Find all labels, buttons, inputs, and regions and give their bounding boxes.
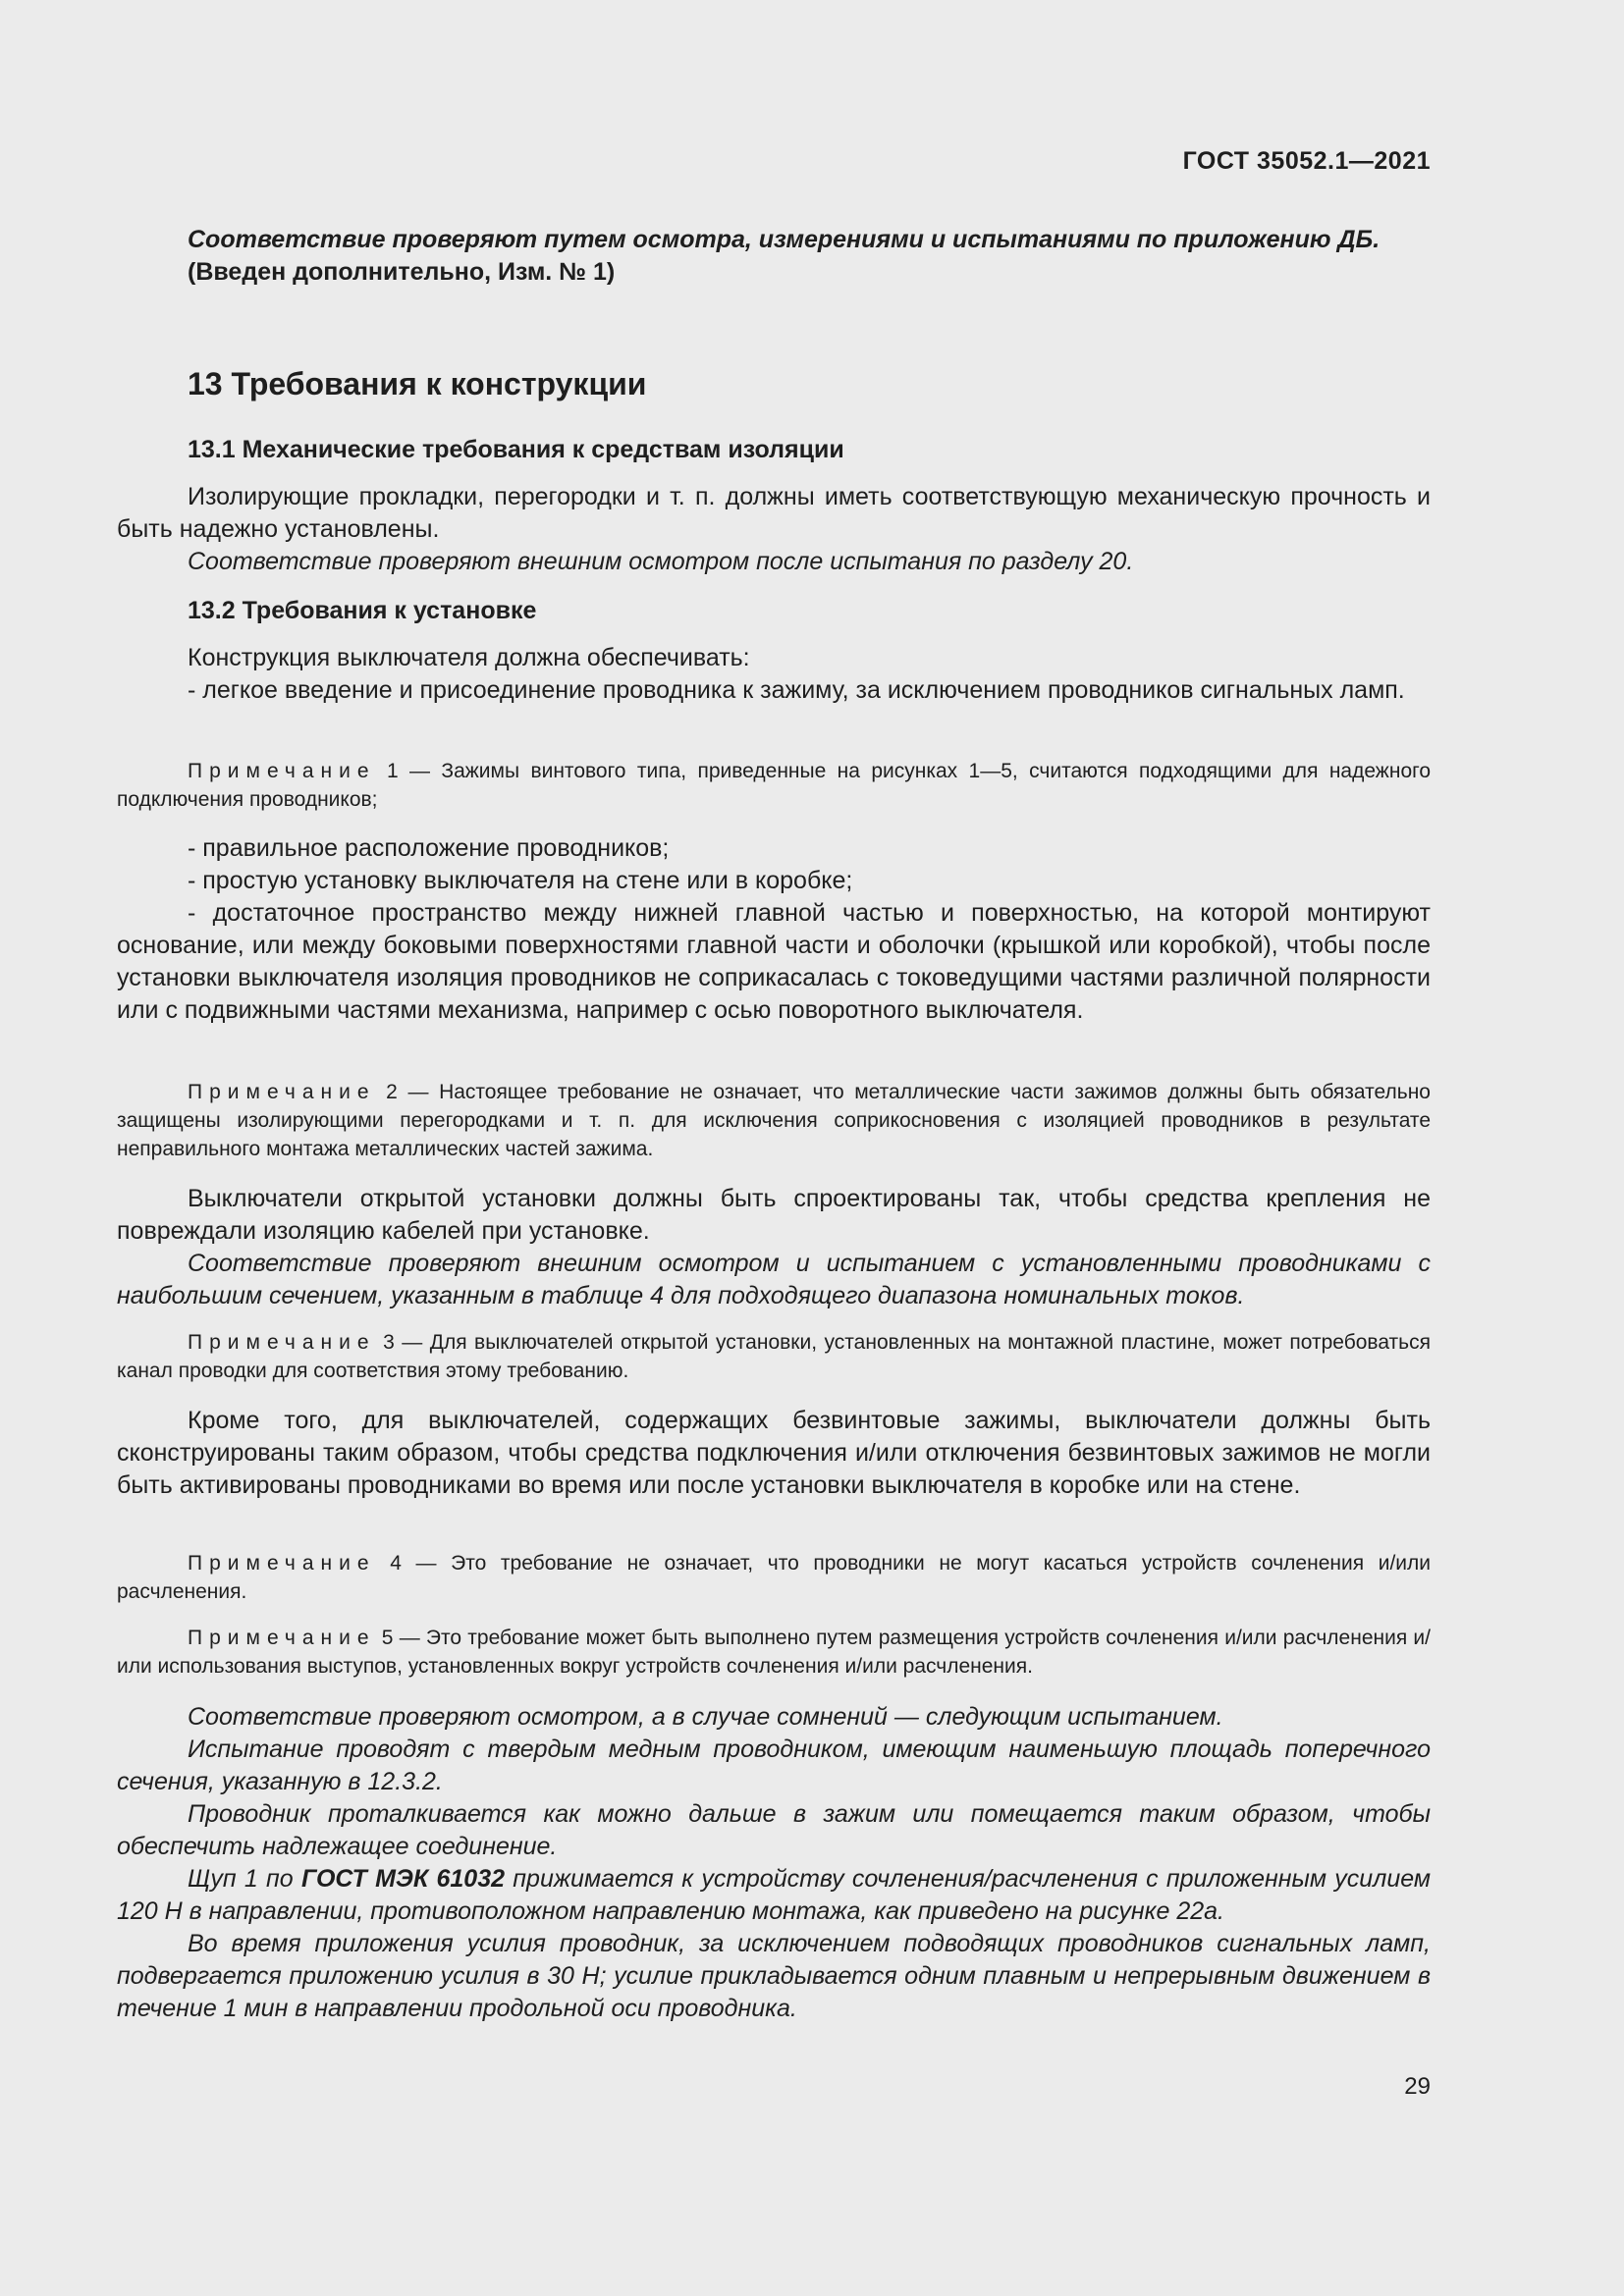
note-label: Примечание	[188, 1081, 376, 1103]
compliance-text: Соответствие проверяют внешним осмотром после испытания по разделу 20.	[188, 548, 1134, 575]
test-text: Щуп 1 по	[188, 1865, 301, 1893]
paragraph: Выключатели открытой установки должны быть спроектированы так, чтобы средства крепления не повреждали изоляцию кабелей при установке.	[117, 1185, 1431, 1245]
subsection-13-1	[117, 434, 1431, 578]
note-5	[117, 1624, 1431, 1681]
open-installation-block	[117, 1183, 1431, 1312]
paragraph: Кроме того, для выключателей, содержащих безвинтовые зажимы, выключатели должны быть сконструированы таким образом, чтобы средства подключения и/или отключения безвинтовых зажимов не могли быть активированы проводниками во время или после установки выключателя в коробке или на стене.	[117, 1407, 1431, 1499]
test-text: прижимается к устройству сочленения/расчленения с приложенным усилием 120 Н в направлении, противоположном направлению монтажа, как приведено на рисунке 22а.	[117, 1865, 1431, 1925]
amendment-note: (Введен дополнительно, Изм. № 1)	[188, 258, 616, 286]
intro-block	[117, 224, 1431, 289]
note-text: 3 — Для выключателей открытой установки, установленных на монтажной пластине, может потребоваться канал проводки для соответствия этому требованию.	[117, 1331, 1431, 1382]
note-4	[117, 1549, 1431, 1606]
test-procedure	[117, 1701, 1431, 2025]
note-label: Примечание	[188, 1627, 376, 1649]
note-text: 5 — Это требование может быть выполнено путем размещения устройств сочленения и/или расчленения и/или использования выступов, установленных вокруг устройств сочленения и/или расчленения.	[117, 1627, 1431, 1678]
compliance-text: Соответствие проверяют путем осмотра, измерениями и испытаниями по приложению ДБ.	[188, 226, 1380, 253]
list-item: - достаточное пространство между нижней главной частью и поверхностью, на которой монтируют основание, или между боковыми поверхностями главной части и оболочки (крышкой или коробкой), чтобы после установки выключателя изоляция проводников не соприкасалась с токоведущими частями различной полярности или с подвижными частями механизма, например с осью поворотного выключателя.	[117, 899, 1431, 1024]
screwless-block	[117, 1405, 1431, 1502]
test-paragraph: Испытание проводят с твердым медным проводником, имеющим наименьшую площадь поперечного сечения, указанную в 12.3.2.	[117, 1735, 1431, 1795]
test-paragraph	[117, 1863, 1431, 1928]
test-paragraph: Во время приложения усилия проводник, за исключением подводящих проводников сигнальных ламп, подвергается приложению усилия в 30 Н; усилие прикладывается одним плавным и непрерывным движением в течение 1 мин в направлении продольной оси проводника.	[117, 1930, 1431, 2022]
compliance-text: Соответствие проверяют осмотром, а в случае сомнений — следующим испытанием.	[188, 1703, 1223, 1731]
note-text: 1 — Зажимы винтового типа, приведенные на рисунках 1—5, считаются подходящими для надежного подключения проводников;	[117, 760, 1431, 811]
list-item: - легкое введение и присоединение проводника к зажиму, за исключением проводников сигнальных ламп.	[188, 676, 1405, 704]
list-item: - правильное расположение проводников;	[188, 834, 670, 862]
standard-reference: ГОСТ МЭК 61032	[300, 1865, 506, 1893]
note-label: Примечание	[188, 1552, 376, 1575]
test-paragraph: Проводник проталкивается как можно дальше в зажим или помещается таким образом, чтобы обеспечить надлежащее соединение.	[117, 1800, 1431, 1860]
note-label: Примечание	[188, 1331, 376, 1354]
note-text: 4 — Это требование не означает, что проводники не могут касаться устройств сочленения и/или расчленения.	[117, 1552, 1431, 1603]
subsection-13-2-heading: 13.2 Требования к установке	[188, 597, 537, 624]
subsection-13-2	[117, 595, 1431, 707]
note-text: 2 — Настоящее требование не означает, что металлические части зажимов должны быть обязательно защищены изолирующими перегородками и т. п. для исключения соприкосновения с изоляцией проводников в результате неправильного монтажа металлических частей зажима.	[117, 1081, 1431, 1160]
list-item: - простую установку выключателя на стене или в коробке;	[188, 867, 853, 894]
document-code: ГОСТ 35052.1—2021	[1182, 147, 1431, 175]
paragraph: Изолирующие прокладки, перегородки и т. п. должны иметь соответствующую механическую прочность и быть надежно установлены.	[117, 483, 1431, 543]
note-2	[117, 1078, 1431, 1163]
note-label: Примечание	[188, 760, 376, 782]
section-13-heading: 13 Требования к конструкции	[188, 366, 647, 401]
subsection-13-1-heading: 13.1 Механические требования к средствам изоляции	[188, 436, 844, 463]
paragraph: Конструкция выключателя должна обеспечивать:	[188, 644, 750, 671]
page-number: 29	[1404, 2073, 1431, 2100]
requirements-list	[117, 832, 1431, 1027]
note-1	[117, 757, 1431, 814]
note-3	[117, 1328, 1431, 1385]
compliance-text: Соответствие проверяют внешним осмотром и испытанием с установленными проводниками с наибольшим сечением, указанным в таблице 4 для подходящего диапазона номинальных токов.	[117, 1250, 1431, 1309]
